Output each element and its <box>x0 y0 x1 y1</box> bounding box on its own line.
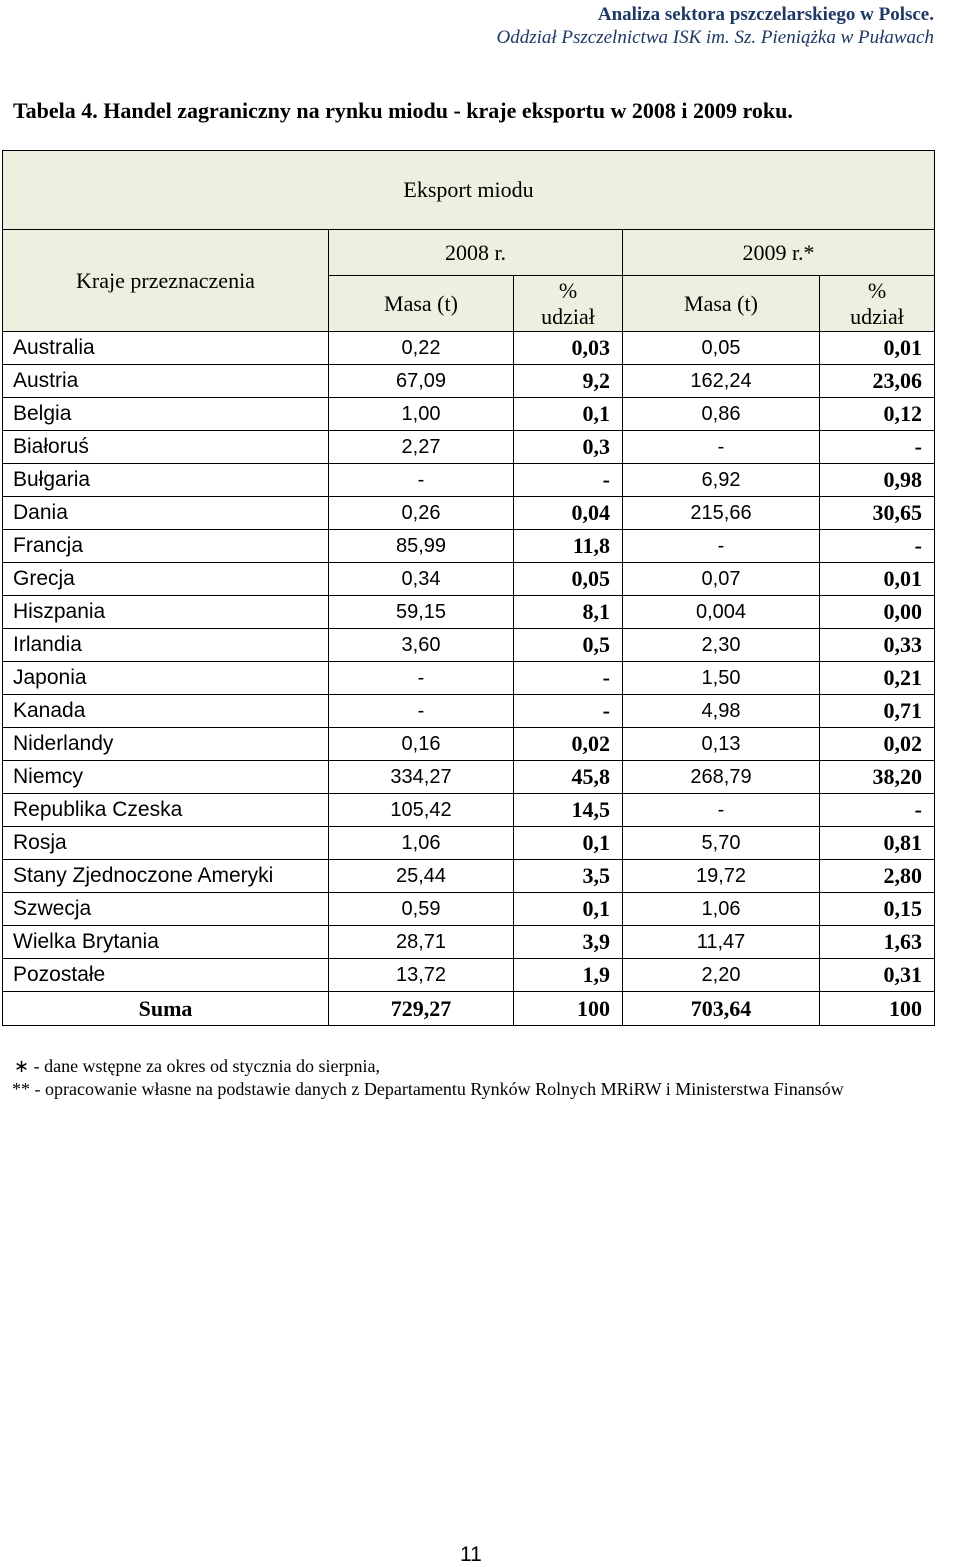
pct-2008-cell: 8,1 <box>514 596 623 629</box>
country-cell: Bułgaria <box>3 464 329 497</box>
sum-mass-2009: 703,64 <box>623 992 820 1026</box>
pct-2009-cell: - <box>820 530 935 563</box>
table-row <box>3 893 935 926</box>
mass-2009-cell: - <box>623 530 820 563</box>
table-row <box>3 728 935 761</box>
table-row <box>3 431 935 464</box>
running-header-title: Analiza sektora pszczelarskiego w Polsce. <box>597 4 934 25</box>
pct-2009-cell: 38,20 <box>820 761 935 794</box>
pct-2009-cell: 30,65 <box>820 497 935 530</box>
table-row <box>3 563 935 596</box>
pct-2009-cell: 23,06 <box>820 365 935 398</box>
mass-2008-cell: - <box>329 695 514 728</box>
table-row <box>3 365 935 398</box>
mass-2009-cell: - <box>623 794 820 827</box>
pct-2009-cell: 0,31 <box>820 959 935 992</box>
mass-2009-cell: 0,004 <box>623 596 820 629</box>
mass-2008-cell: 0,22 <box>329 332 514 365</box>
mass-2009-cell: 19,72 <box>623 860 820 893</box>
country-cell: Rosja <box>3 827 329 860</box>
table-row <box>3 332 935 365</box>
pct-2009-cell: 0,71 <box>820 695 935 728</box>
pct-2008-cell: 0,1 <box>514 398 623 431</box>
table-row <box>3 794 935 827</box>
pct-2009-cell: 0,00 <box>820 596 935 629</box>
table-row <box>3 695 935 728</box>
table-row <box>3 398 935 431</box>
mass-2009-cell: 0,13 <box>623 728 820 761</box>
mass-2009-cell: 1,06 <box>623 893 820 926</box>
mass-2008-cell: 0,16 <box>329 728 514 761</box>
pct-2008-cell: 0,5 <box>514 629 623 662</box>
footnote-source: ** - opracowanie własne na podstawie danych z Departamentu Rynków Rolnych MRiRW i Ministerstwa Finansów <box>12 1079 844 1099</box>
pct-2009-cell: 0,02 <box>820 728 935 761</box>
mass-2008-cell: - <box>329 464 514 497</box>
country-cell: Szwecja <box>3 893 329 926</box>
country-cell: Francja <box>3 530 329 563</box>
mass-2009-cell: - <box>623 431 820 464</box>
mass-2008-cell: 2,27 <box>329 431 514 464</box>
pct-2008-cell: 0,05 <box>514 563 623 596</box>
pct-2008-header <box>514 276 623 332</box>
mass-2008-cell: 0,59 <box>329 893 514 926</box>
pct-2009-cell: 0,15 <box>820 893 935 926</box>
pct-2009-cell: 2,80 <box>820 860 935 893</box>
page-number: 11 <box>460 1543 482 1566</box>
year-2008-header: 2008 r. <box>329 230 623 276</box>
mass-2008-cell: 0,34 <box>329 563 514 596</box>
country-cell: Dania <box>3 497 329 530</box>
year-2009-header: 2009 r.* <box>623 230 935 276</box>
pct-2009-cell: 0,01 <box>820 332 935 365</box>
pct-2009-cell: 1,63 <box>820 926 935 959</box>
sum-mass-2008: 729,27 <box>329 992 514 1026</box>
country-cell: Irlandia <box>3 629 329 662</box>
mass-2009-cell: 4,98 <box>623 695 820 728</box>
mass-2008-cell: 85,99 <box>329 530 514 563</box>
pct-2008-cell: 9,2 <box>514 365 623 398</box>
mass-2009-cell: 162,24 <box>623 365 820 398</box>
mass-2008-cell: 1,00 <box>329 398 514 431</box>
mass-2009-cell: 0,07 <box>623 563 820 596</box>
sum-label: Suma <box>3 992 329 1026</box>
mass-2009-cell: 268,79 <box>623 761 820 794</box>
mass-2008-cell: 334,27 <box>329 761 514 794</box>
pct-2008-cell: - <box>514 695 623 728</box>
pct-word: udział <box>850 303 904 329</box>
sum-pct-2008: 100 <box>514 992 623 1026</box>
country-cell: Pozostałe <box>3 959 329 992</box>
country-cell: Grecja <box>3 563 329 596</box>
pct-2009-cell: - <box>820 431 935 464</box>
sum-row <box>3 992 935 1026</box>
table-row <box>3 860 935 893</box>
mass-2008-cell: - <box>329 662 514 695</box>
country-cell: Belgia <box>3 398 329 431</box>
pct-2008-cell: 0,03 <box>514 332 623 365</box>
mass-2009-cell: 0,86 <box>623 398 820 431</box>
table-row <box>3 497 935 530</box>
pct-2008-cell: 0,1 <box>514 827 623 860</box>
table-row <box>3 629 935 662</box>
pct-2008-cell: - <box>514 662 623 695</box>
export-table <box>2 150 935 1026</box>
table-row <box>3 959 935 992</box>
country-cell: Stany Zjednoczone Ameryki <box>3 860 329 893</box>
mass-2009-cell: 1,50 <box>623 662 820 695</box>
mass-2008-header: Masa (t) <box>329 276 514 332</box>
pct-symbol: % <box>558 277 578 303</box>
country-cell: Niemcy <box>3 761 329 794</box>
pct-2008-cell: 1,9 <box>514 959 623 992</box>
country-cell: Australia <box>3 332 329 365</box>
mass-2008-cell: 25,44 <box>329 860 514 893</box>
mass-2008-cell: 0,26 <box>329 497 514 530</box>
pct-2009-cell: 0,21 <box>820 662 935 695</box>
mass-2009-cell: 2,30 <box>623 629 820 662</box>
table-row <box>3 761 935 794</box>
pct-2008-cell: 3,5 <box>514 860 623 893</box>
mass-2008-cell: 105,42 <box>329 794 514 827</box>
mass-2009-cell: 0,05 <box>623 332 820 365</box>
table-row <box>3 662 935 695</box>
pct-word: udział <box>541 303 595 329</box>
country-cell: Białoruś <box>3 431 329 464</box>
country-cell: Hiszpania <box>3 596 329 629</box>
mass-2008-cell: 1,06 <box>329 827 514 860</box>
pct-2008-cell: 0,04 <box>514 497 623 530</box>
pct-2009-header <box>820 276 935 332</box>
pct-2008-cell: 11,8 <box>514 530 623 563</box>
mass-2008-cell: 67,09 <box>329 365 514 398</box>
pct-2009-cell: 0,12 <box>820 398 935 431</box>
table-row <box>3 827 935 860</box>
mass-2008-cell: 59,15 <box>329 596 514 629</box>
table-row <box>3 596 935 629</box>
country-cell: Wielka Brytania <box>3 926 329 959</box>
pct-2009-cell: 0,81 <box>820 827 935 860</box>
mass-2008-cell: 13,72 <box>329 959 514 992</box>
mass-2009-cell: 11,47 <box>623 926 820 959</box>
pct-2009-cell: - <box>820 794 935 827</box>
pct-2008-cell: 45,8 <box>514 761 623 794</box>
country-cell: Japonia <box>3 662 329 695</box>
pct-2008-cell: 0,1 <box>514 893 623 926</box>
running-header-subtitle: Oddział Pszczelnictwa ISK im. Sz. Pieniążka w Puławach <box>496 27 934 48</box>
table-caption: Tabela 4. Handel zagraniczny na rynku miodu - kraje eksportu w 2008 i 2009 roku. <box>13 98 793 123</box>
pct-2008-cell: 0,02 <box>514 728 623 761</box>
pct-2008-cell: - <box>514 464 623 497</box>
pct-2008-cell: 0,3 <box>514 431 623 464</box>
mass-2009-header: Masa (t) <box>623 276 820 332</box>
mass-2008-cell: 3,60 <box>329 629 514 662</box>
country-cell: Republika Czeska <box>3 794 329 827</box>
table-row <box>3 464 935 497</box>
sum-pct-2009: 100 <box>820 992 935 1026</box>
mass-2009-cell: 2,20 <box>623 959 820 992</box>
table-row <box>3 926 935 959</box>
pct-2009-cell: 0,98 <box>820 464 935 497</box>
table-title: Eksport miodu <box>3 151 935 230</box>
mass-2008-cell: 28,71 <box>329 926 514 959</box>
pct-2009-cell: 0,01 <box>820 563 935 596</box>
pct-2008-cell: 3,9 <box>514 926 623 959</box>
pct-2008-cell: 14,5 <box>514 794 623 827</box>
pct-symbol: % <box>867 277 887 303</box>
footnote-preliminary: ∗ - dane wstępne za okres od stycznia do sierpnia, <box>14 1056 380 1076</box>
pct-2009-cell: 0,33 <box>820 629 935 662</box>
mass-2009-cell: 6,92 <box>623 464 820 497</box>
mass-2009-cell: 215,66 <box>623 497 820 530</box>
country-column-header: Kraje przeznaczenia <box>3 230 329 332</box>
country-cell: Niderlandy <box>3 728 329 761</box>
country-cell: Kanada <box>3 695 329 728</box>
country-cell: Austria <box>3 365 329 398</box>
mass-2009-cell: 5,70 <box>623 827 820 860</box>
table-row <box>3 530 935 563</box>
